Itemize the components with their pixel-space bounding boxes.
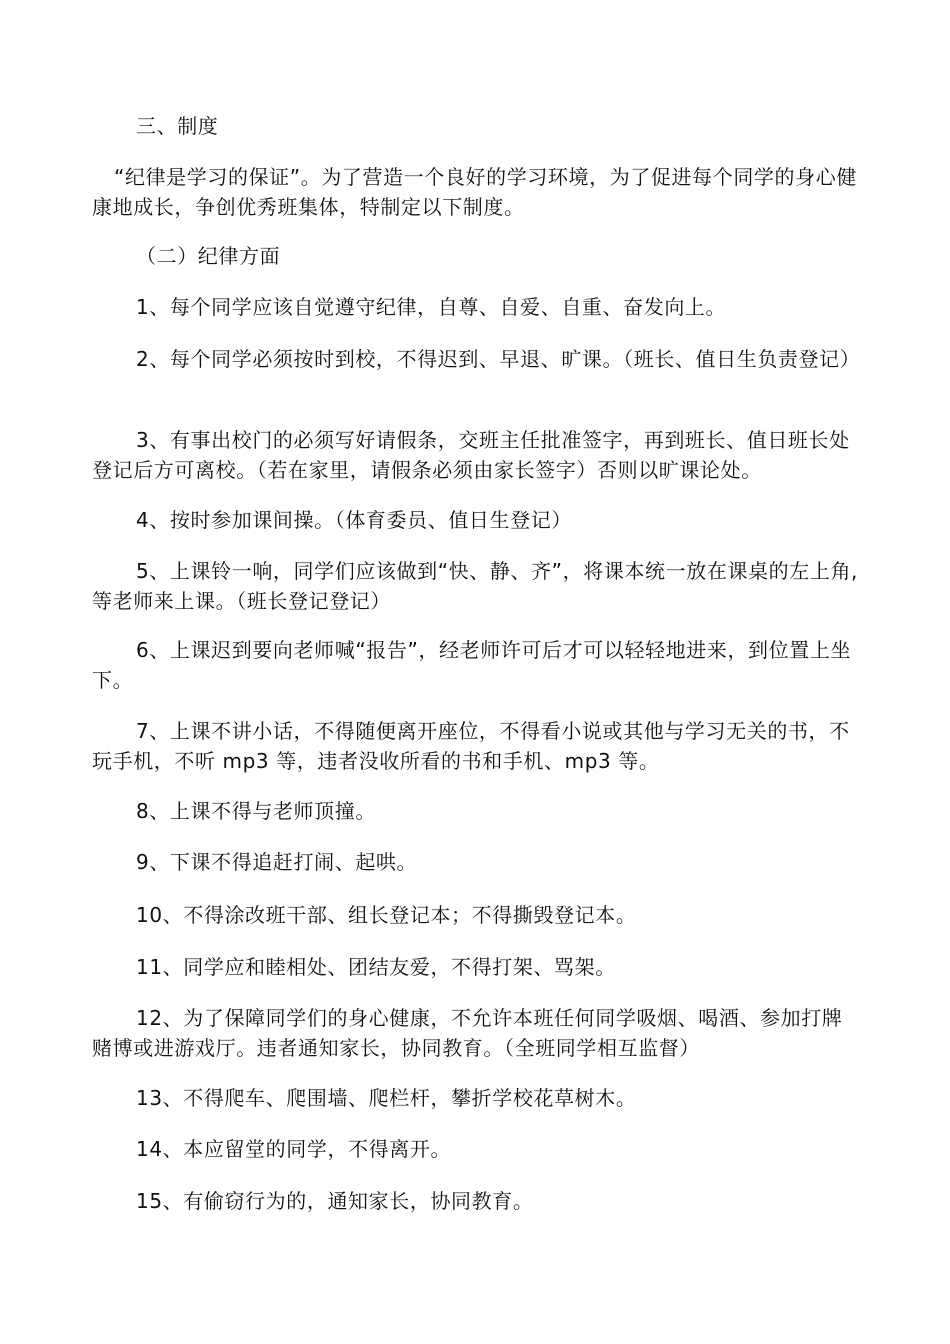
rule-9: 9、下课不得追赶打闹、起哄。 — [136, 850, 418, 874]
rule-2: 2、每个同学必须按时到校，不得迟到、早退、旷课。（班长、值日生负责登记） — [136, 347, 861, 371]
rule-14: 14、本应留堂的同学，不得离开。 — [136, 1137, 452, 1161]
rule-4: 4、按时参加课间操。（体育委员、值日生登记） — [136, 508, 572, 532]
rule-3: 3、有事出校门的必须写好请假条，交班主任批准签字，再到班长、值日班长处登记后方可离校。（若在家里，请假条必须由家长签字）否则以旷课论处。 — [92, 428, 850, 482]
rule-5: 5、上课铃一响，同学们应该做到“快、静、齐”，将课本统一放在课桌的左上角,等老师来上课。（班长登记登记） — [92, 559, 859, 613]
rule-11: 11、同学应和睦相处、团结友爱，不得打架、骂架。 — [136, 955, 616, 979]
rule-6: 6、上课迟到要向老师喊“报告”，经老师许可后才可以轻轻地进来，到位置上坐下。 — [92, 638, 852, 692]
rule-7: 7、上课不讲小话，不得随便离开座位，不得看小说或其他与学习无关的书，不玩手机，不听 mp3 等，违者没收所看的书和手机、mp3 等。 — [92, 719, 850, 773]
intro-paragraph: “纪律是学习的保证”。为了营造一个良好的学习环境，为了促进每个同学的身心健康地成长，争创优秀班集体，特制定以下制度。 — [92, 165, 857, 219]
rule-13: 13、不得爬车、爬围墙、爬栏杆，攀折学校花草树木。 — [136, 1086, 637, 1110]
subsection-title: （二）纪律方面 — [136, 244, 281, 268]
rule-8: 8、上课不得与老师顶撞。 — [136, 799, 376, 823]
rule-15: 15、有偷窃行为的，通知家长，协同教育。 — [136, 1189, 534, 1213]
rule-12: 12、为了保障同学们的身心健康，不允许本班任何同学吸烟、喝酒、参加打牌赌博或进游戏厅。违者通知家长，协同教育。（全班同学相互监督） — [92, 1006, 843, 1060]
rule-10: 10、不得涂改班干部、组长登记本；不得撕毁登记本。 — [136, 903, 637, 927]
rule-1: 1、每个同学应该自觉遵守纪律，自尊、自爱、自重、奋发向上。 — [136, 295, 727, 319]
section-title: 三、制度 — [136, 114, 219, 138]
